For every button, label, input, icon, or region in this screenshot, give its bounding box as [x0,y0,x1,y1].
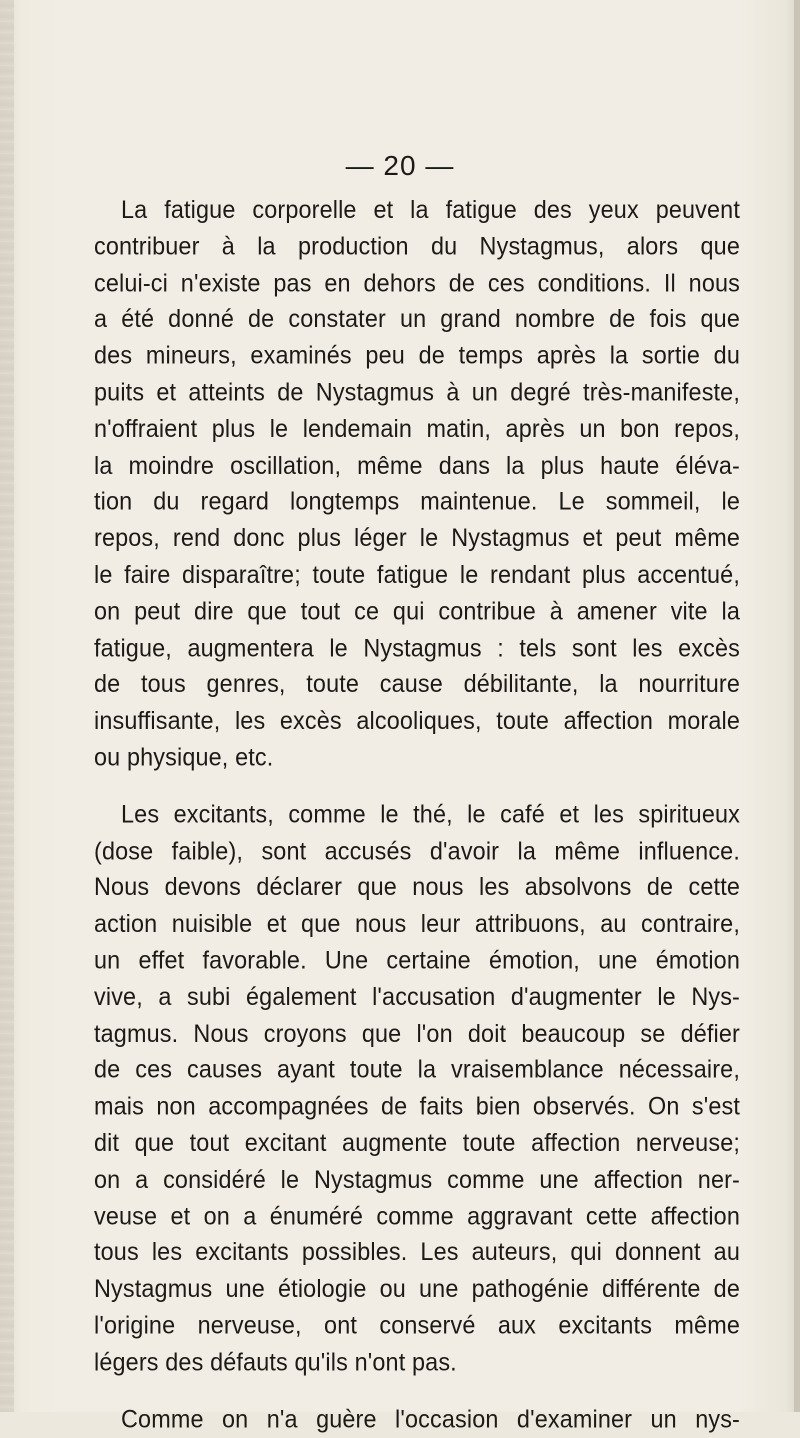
text-line: vive, a subi également l'accusation d'augmenter le Nys- [94,982,740,1011]
paragraph-3 [94,1401,740,1438]
text-line: de ces causes ayant toute la vraisemblance nécessaire, [94,1055,740,1084]
text-line: Comme on n'a guère l'occasion d'examiner un nys- [121,1404,740,1433]
text-line: ou physique, etc. [94,742,274,771]
text-line: n'offraient plus le lendemain matin, après un bon repos, [94,414,740,443]
text-line: le faire disparaître; toute fatigue le rendant plus accentué, [94,560,740,589]
text-line: action nuisible et que nous leur attribuons, au contraire, [94,909,740,938]
text-line: tous les excitants possibles. Les auteurs, qui donnent au [94,1237,740,1266]
text-line: veuse et on a énuméré comme aggravant cette affection [94,1201,740,1230]
page-number: — 20 — [345,150,455,181]
text-line: celui-ci n'existe pas en dehors de ces conditions. Il nous [94,268,740,297]
page-binding-edge [0,0,14,1412]
text-line: contribuer à la production du Nystagmus, alors que [94,231,740,260]
text-line: repos, rend donc plus léger le Nystagmus et peut même [94,523,740,552]
page-outer-edge [794,0,800,1412]
text-line: puits et atteints de Nystagmus à un degré très-manifeste, [94,377,740,406]
text-line: un effet favorable. Une certaine émotion, une émotion [94,945,740,974]
text-line: la moindre oscillation, même dans la plus haute éléva- [94,450,740,479]
text-line: dit que tout excitant augmente toute affection nerveuse; [94,1128,740,1157]
text-line: mais non accompagnées de faits bien observés. On s'est [94,1091,740,1120]
text-line: Les excitants, comme le thé, le café et les spiritueux [121,799,740,828]
paragraph-2 [94,797,740,1381]
paragraph-gap [94,776,740,797]
paragraph-gap [94,1381,740,1402]
body-text [94,192,740,1438]
text-line: La fatigue corporelle et la fatigue des yeux peuvent [121,195,740,224]
text-line: Nous devons déclarer que nous les absolvons de cette [94,872,740,901]
text-line: légers des défauts qu'ils n'ont pas. [94,1347,457,1376]
text-line: Nystagmus une étiologie ou une pathogénie différente de [94,1274,740,1303]
text-line: (dose faible), sont accusés d'avoir la même influence. [94,836,740,865]
paragraph-1 [94,192,740,776]
text-line: a été donné de constater un grand nombre de fois que [94,304,740,333]
text-line: on a considéré le Nystagmus comme une affection ner- [94,1164,740,1193]
text-line: insuffisante, les excès alcooliques, toute affection morale [94,706,740,735]
text-line: des mineurs, examinés peu de temps après la sortie du [94,341,740,370]
text-line: fatigue, augmentera le Nystagmus : tels sont les excès [94,633,740,662]
text-line: on peut dire que tout ce qui contribue à amener vite la [94,596,740,625]
text-line: de tous genres, toute cause débilitante, la nourriture [94,669,740,698]
text-line: l'origine nerveuse, ont conservé aux excitants même [94,1310,740,1339]
text-line: tagmus. Nous croyons que l'on doit beaucoup se défier [94,1018,740,1047]
text-line: tion du regard longtemps maintenue. Le sommeil, le [94,487,740,516]
